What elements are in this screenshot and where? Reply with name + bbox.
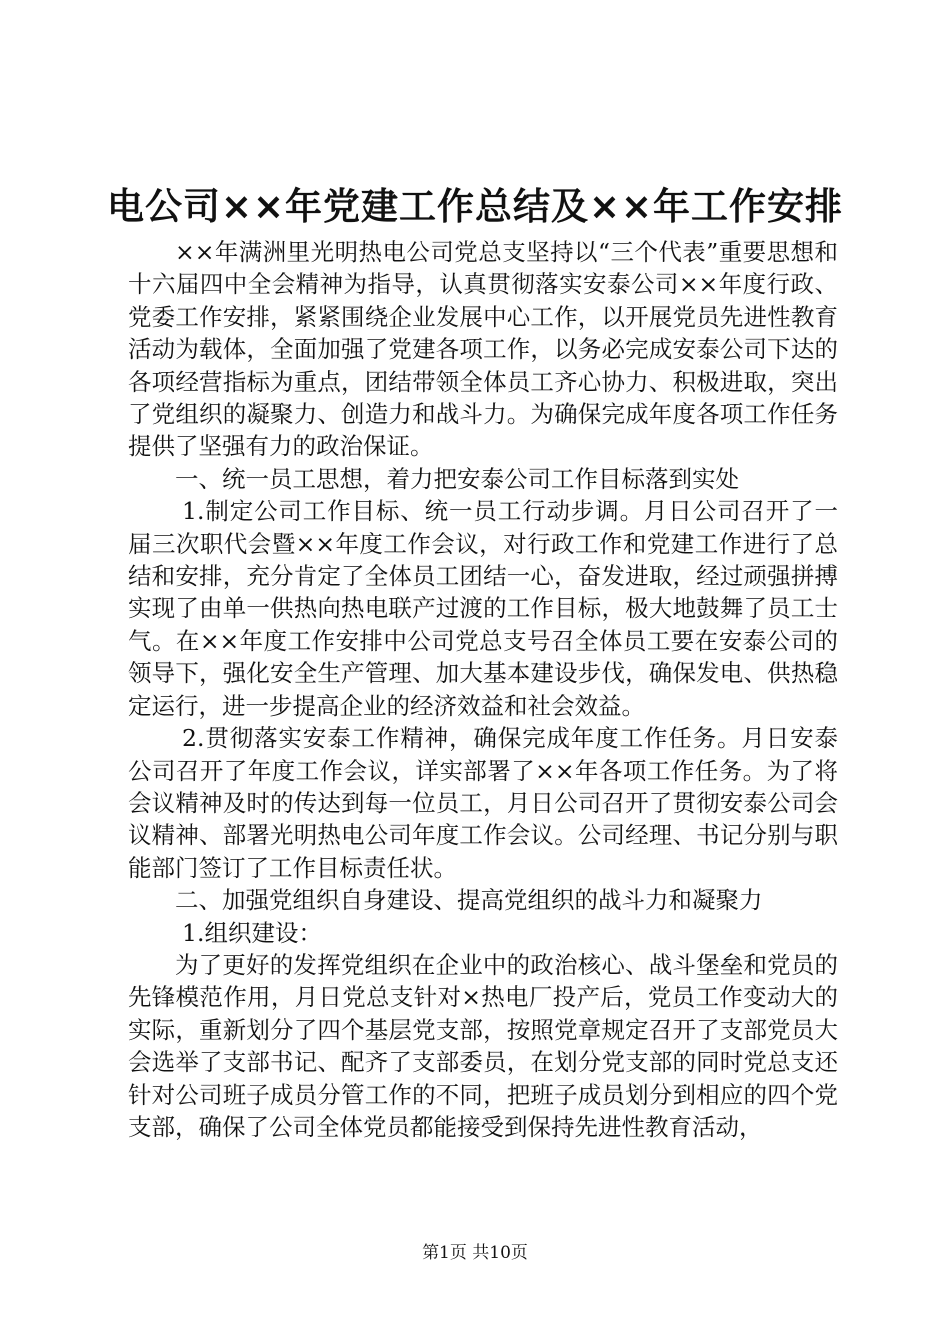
document-title: 电公司××年党建工作总结及××年工作安排 (106, 185, 843, 228)
section-2-item-1-paragraph: 为了更好的发挥党组织在企业中的政治核心、战斗堡垒和党员的先锋模范作用，月日党总支针对×热电厂投产后，党员工作变动大的实际，重新划分了四个基层党支部，按照党章规定召开了支部党员大会选举了支部书记、配齐了支部委员，在划分党支部的同时党总支还针对公司班子成员分管工作的不同，把班子成员划分到相应的四个党支部，确保了公司全体党员都能接受到保持先进性教育活动， (128, 950, 838, 1141)
section-1-item-2: 2.贯彻落实安泰工作精神，确保完成年度工作任务。月日安泰公司召开了年度工作会议，详实部署了××年各项工作任务。为了将会议精神及时的传达到每一位员工，月日公司召开了贯彻安泰公司会议精神、部署光明热电公司年度工作会议。公司经理、书记分别与职能部门签订了工作目标责任状。 (128, 724, 838, 882)
section-1-item-1: 1.制定公司工作目标、统一员工行动步调。月日公司召开了一届三次职代会暨××年度工作会议，对行政工作和党建工作进行了总结和安排，充分肯定了全体员工团结一心，奋发进取，经过顽强拼搏实现了由单一供热向热电联产过渡的工作目标，极大地鼓舞了员工士气。在××年度工作安排中公司党总支号召全体员工要在安泰公司的领导下，强化安全生产管理、加大基本建设步伐，确保发电、供热稳定运行，进一步提高企业的经济效益和社会效益。 (128, 497, 838, 720)
page-number-footer: 第1页 共10页 (422, 1243, 528, 1263)
section-heading-1: 一、统一员工思想，着力把安泰公司工作目标落到实处 (175, 464, 739, 493)
document-body (128, 236, 838, 1143)
section-2-item-1-heading: 1.组织建设： (182, 918, 322, 947)
section-heading-2: 二、加强党组织自身建设、提高党组织的战斗力和凝聚力 (175, 886, 763, 915)
intro-paragraph: ××年满洲里光明热电公司党总支坚持以“三个代表”重要思想和十六届四中全会精神为指导，认真贯彻落实安泰公司××年度行政、党委工作安排，紧紧围绕企业发展中心工作，以开展党员先进性教育活动为载体，全面加强了党建各项工作，以务必完成安泰公司下达的各项经营指标为重点，团结带领全体员工齐心协力、积极进取，突出了党组织的凝聚力、创造力和战斗力。为确保完成年度各项工作任务提供了坚强有力的政治保证。 (128, 238, 838, 461)
